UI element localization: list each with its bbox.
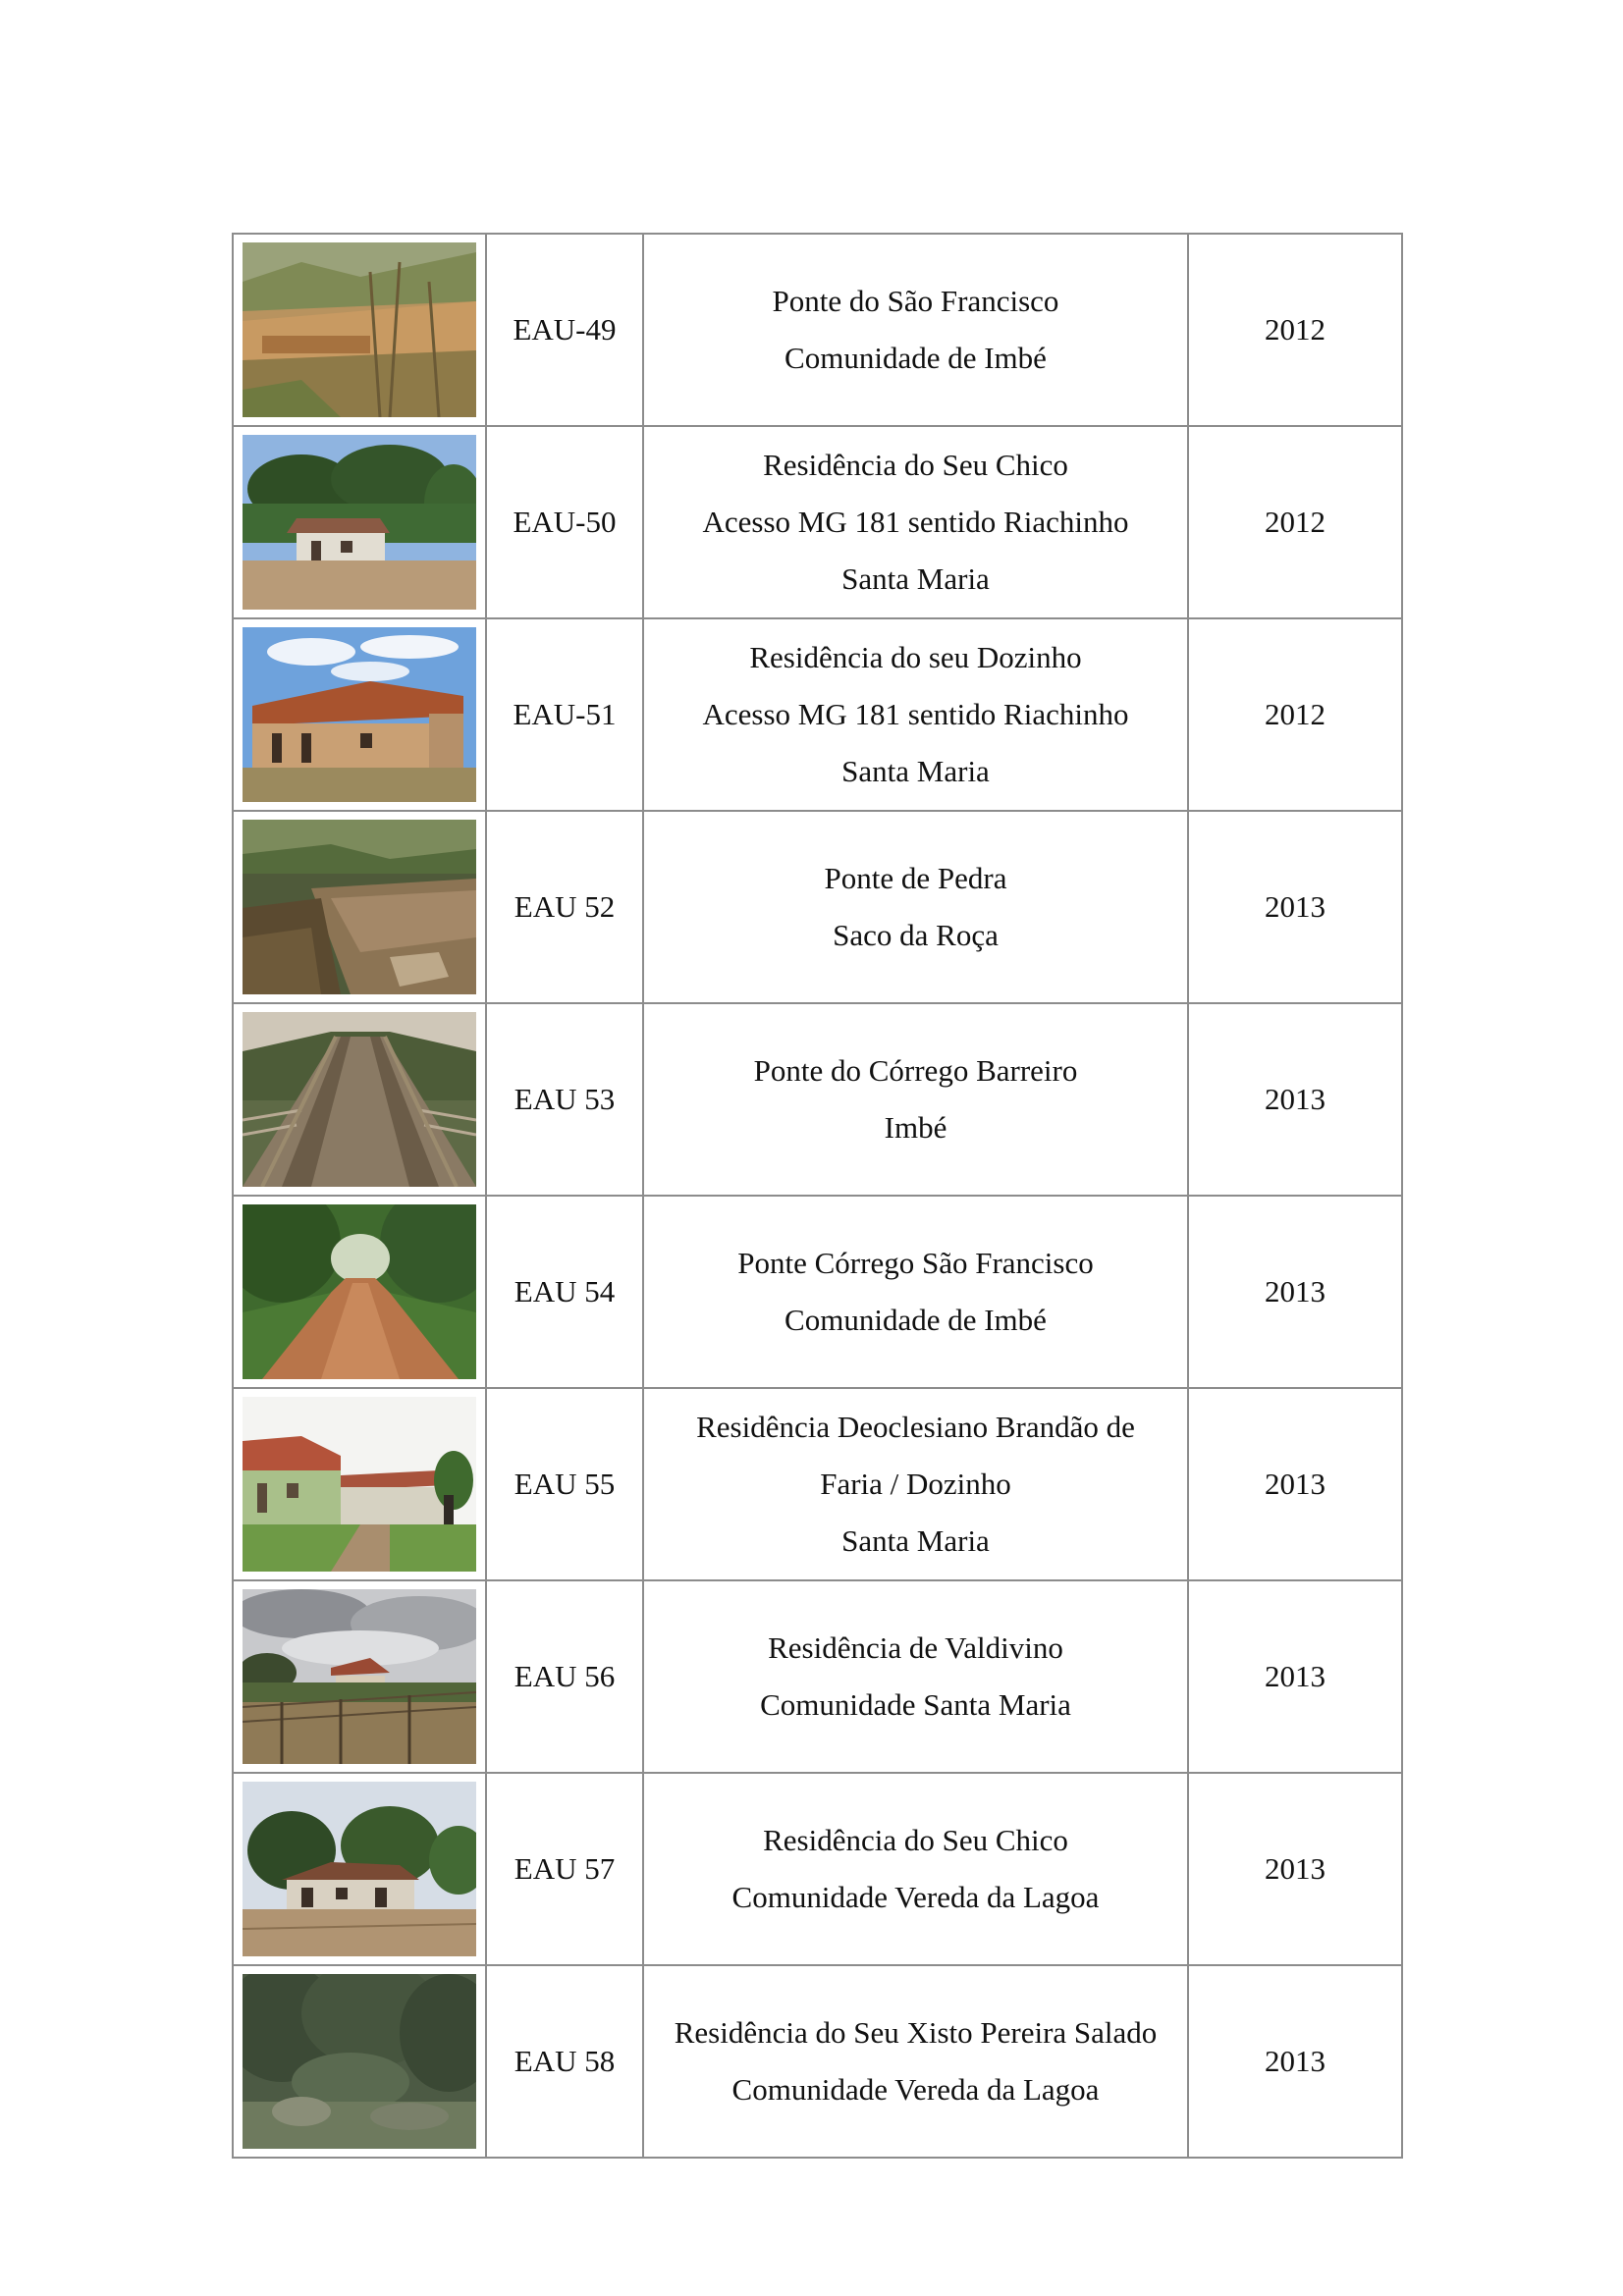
table-row — [233, 811, 1402, 1003]
description-line: Residência Deoclesiano Brandão de — [696, 1410, 1135, 1444]
year-cell: 2013 — [1188, 1773, 1402, 1965]
code-cell: EAU 55 — [486, 1388, 643, 1580]
code-cell: EAU 53 — [486, 1003, 643, 1196]
description-line: Comunidade Santa Maria — [760, 1687, 1071, 1722]
cloudy-house-photo — [243, 1589, 476, 1764]
year-cell: 2013 — [1188, 1196, 1402, 1388]
table-row — [233, 1388, 1402, 1580]
table-row — [233, 1196, 1402, 1388]
year-cell: 2012 — [1188, 426, 1402, 618]
code-cell: EAU 56 — [486, 1580, 643, 1773]
description-line: Ponte de Pedra — [824, 861, 1007, 895]
description-cell — [643, 1388, 1188, 1580]
code-cell: EAU 52 — [486, 811, 643, 1003]
farmhouse-photo — [243, 1782, 476, 1956]
description-cell — [643, 1196, 1188, 1388]
description-line: Acesso MG 181 sentido Riachinho — [702, 697, 1129, 731]
code-cell: EAU-49 — [486, 234, 643, 426]
description-line: Saco da Roça — [833, 918, 999, 952]
year-cell: 2012 — [1188, 234, 1402, 426]
description-line: Ponte Córrego São Francisco — [737, 1246, 1094, 1280]
code-cell: EAU 58 — [486, 1965, 643, 2158]
table-row — [233, 1003, 1402, 1196]
description-cell — [643, 811, 1188, 1003]
description-cell — [643, 1965, 1188, 2158]
inventory-table-body — [233, 234, 1402, 2158]
code-cell: EAU-51 — [486, 618, 643, 811]
description-line: Ponte do Córrego Barreiro — [753, 1053, 1078, 1088]
description-line: Residência do seu Dozinho — [749, 640, 1082, 674]
wood-bridge-photo — [243, 1012, 476, 1187]
house-trees-photo — [243, 435, 476, 610]
description-line: Santa Maria — [841, 1523, 990, 1558]
dirt-bridge-photo — [243, 242, 476, 417]
description-line: Santa Maria — [841, 754, 990, 788]
description-cell — [643, 1003, 1188, 1196]
table-row — [233, 1773, 1402, 1965]
stone-bridge-photo — [243, 820, 476, 994]
table-row — [233, 234, 1402, 426]
table-row — [233, 426, 1402, 618]
inventory-table — [232, 233, 1403, 2159]
description-cell — [643, 1773, 1188, 1965]
dark-trees-photo — [243, 1974, 476, 2149]
description-line: Comunidade de Imbé — [784, 341, 1047, 375]
description-line: Residência do Seu Chico — [763, 1823, 1068, 1857]
description-line: Faria / Dozinho — [820, 1467, 1011, 1501]
description-line: Comunidade Vereda da Lagoa — [731, 2072, 1100, 2107]
forest-road-photo — [243, 1204, 476, 1379]
year-cell: 2013 — [1188, 811, 1402, 1003]
code-cell: EAU 54 — [486, 1196, 643, 1388]
year-cell: 2013 — [1188, 1965, 1402, 2158]
table-row — [233, 1965, 1402, 2158]
table-row — [233, 1580, 1402, 1773]
green-house-photo — [243, 1397, 476, 1572]
description-line: Comunidade Vereda da Lagoa — [731, 1880, 1100, 1914]
year-cell: 2013 — [1188, 1003, 1402, 1196]
code-cell: EAU 57 — [486, 1773, 643, 1965]
description-line: Imbé — [884, 1110, 947, 1145]
description-cell — [643, 234, 1188, 426]
table-row — [233, 618, 1402, 811]
year-cell: 2013 — [1188, 1580, 1402, 1773]
description-cell — [643, 618, 1188, 811]
code-cell: EAU-50 — [486, 426, 643, 618]
adobe-house-photo — [243, 627, 476, 802]
description-cell — [643, 426, 1188, 618]
description-line: Comunidade de Imbé — [784, 1303, 1047, 1337]
description-line: Residência de Valdivino — [768, 1630, 1063, 1665]
description-line: Residência do Seu Xisto Pereira Salado — [674, 2015, 1158, 2050]
description-line: Santa Maria — [841, 561, 990, 596]
description-line: Acesso MG 181 sentido Riachinho — [702, 505, 1129, 539]
year-cell: 2012 — [1188, 618, 1402, 811]
description-line: Residência do Seu Chico — [763, 448, 1068, 482]
year-cell: 2013 — [1188, 1388, 1402, 1580]
description-cell — [643, 1580, 1188, 1773]
description-line: Ponte do São Francisco — [772, 284, 1059, 318]
